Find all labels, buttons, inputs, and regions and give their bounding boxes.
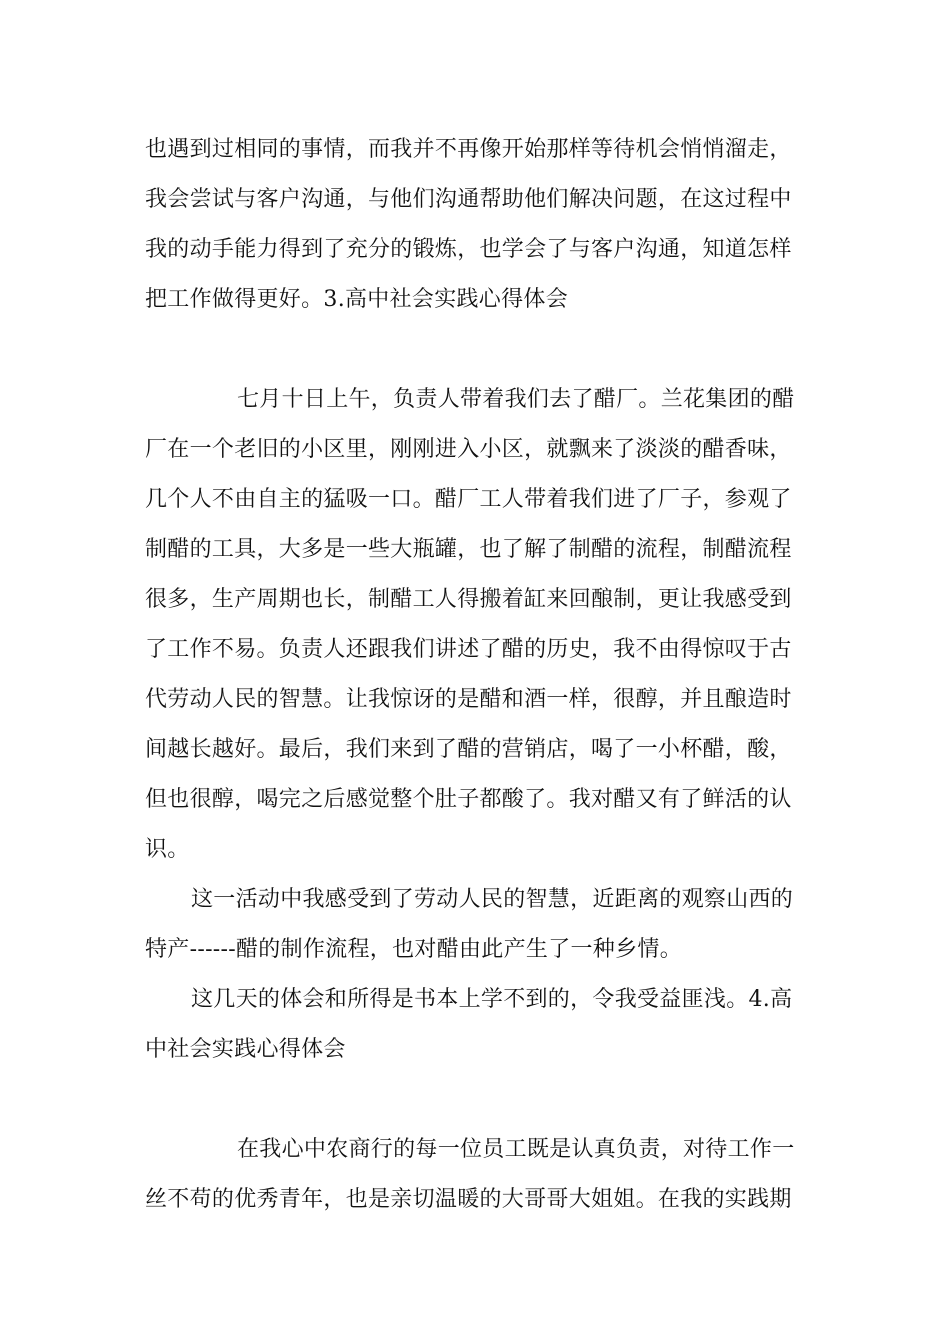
text-line: 代劳动人民的智慧。让我惊讶的是醋和酒一样，很醇，并且酿造时: [145, 687, 792, 712]
text-line: 了工作不易。负责人还跟我们讲述了醋的历史，我不由得惊叹于古: [145, 637, 792, 662]
text-line: 厂在一个老旧的小区里，刚刚进入小区，就飘来了淡淡的醋香味，: [145, 437, 792, 462]
text-line: 很多，生产周期也长，制醋工人得搬着缸来回酿制，更让我感受到: [145, 587, 792, 612]
paragraph-first-line: 这几天的体会和所得是书本上学不到的，令我受益匪浅。4.高: [191, 987, 793, 1012]
text-line: 识。: [145, 837, 190, 862]
text-line: 丝不苟的优秀青年，也是亲切温暖的大哥哥大姐姐。在我的实践期: [145, 1187, 792, 1212]
text-line: 也遇到过相同的事情，而我并不再像开始那样等待机会悄悄溜走，: [145, 137, 792, 162]
text-line: 我会尝试与客户沟通，与他们沟通帮助他们解决问题，在这过程中: [145, 187, 792, 212]
text-line: 特产------醋的制作流程，也对醋由此产生了一种乡情。: [145, 937, 683, 962]
section-heading-line: 把工作做得更好。3.高中社会实践心得体会: [145, 287, 568, 312]
text-line: 我的动手能力得到了充分的锻炼，也学会了与客户沟通，知道怎样: [145, 237, 792, 262]
section-heading-line: 中社会实践心得体会: [145, 1037, 346, 1062]
text-line: 间越长越好。最后，我们来到了醋的营销店，喝了一小杯醋，酸，: [145, 737, 792, 762]
paragraph-first-line: 这一活动中我感受到了劳动人民的智慧，近距离的观察山西的: [191, 887, 794, 912]
text-line: 但也很醇，喝完之后感觉整个肚子都酸了。我对醋又有了鲜活的认: [145, 787, 792, 812]
paragraph-first-line: 在我心中农商行的每一位员工既是认真负责，对待工作一: [237, 1137, 795, 1162]
text-line: 几个人不由自主的猛吸一口。醋厂工人带着我们进了厂子，参观了: [145, 487, 792, 512]
paragraph-first-line: 七月十日上午，负责人带着我们去了醋厂。兰花集团的醋: [237, 387, 795, 412]
text-line: 制醋的工具，大多是一些大瓶罐，也了解了制醋的流程，制醋流程: [145, 537, 792, 562]
